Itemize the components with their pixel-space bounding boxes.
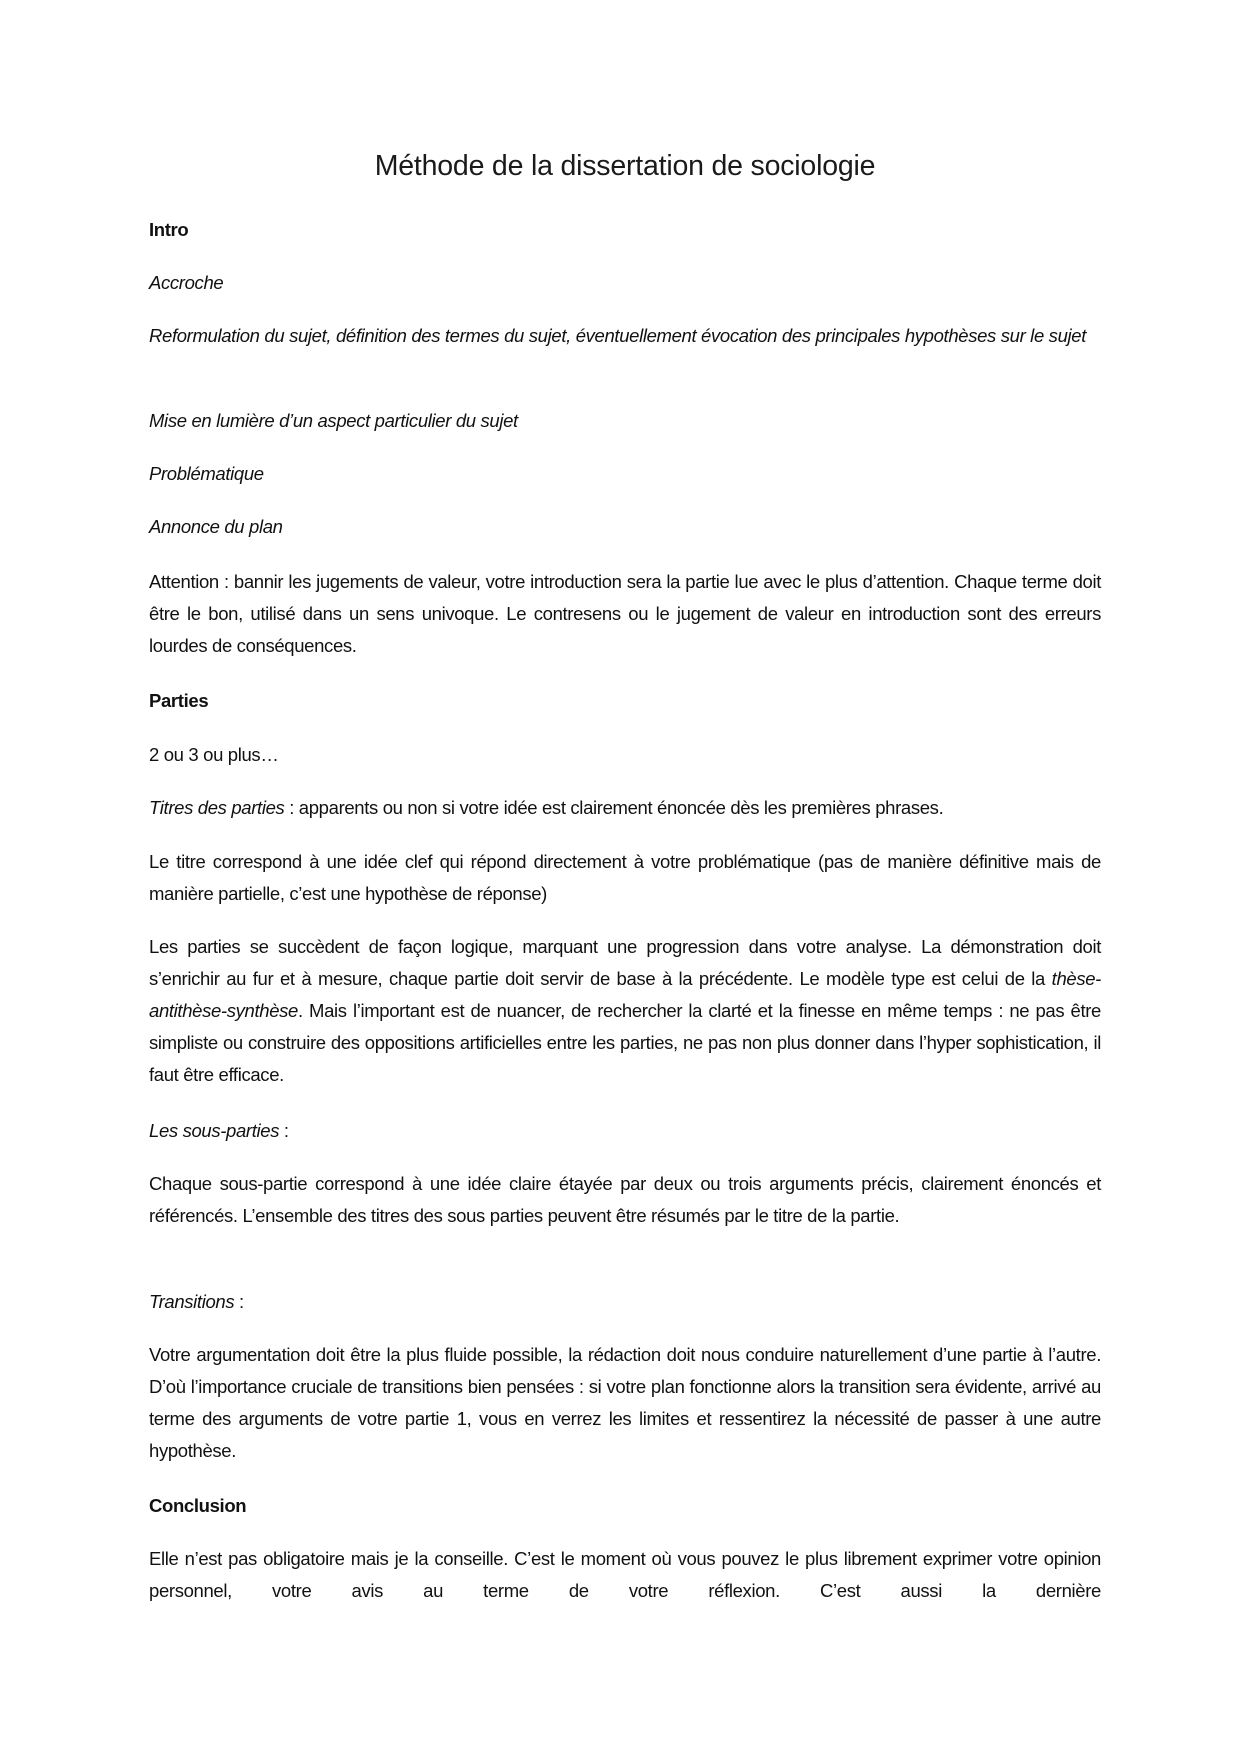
document-title: Méthode de la dissertation de sociologie [374,150,876,182]
succession-text-before: Les parties se succèdent de façon logique, marquant une progression dans votre analyse. La démonstration doit s’enrichir au fur et à mesure, chaque partie doit servir de base à la précédente. Le modèle type est celui de la [149,936,1101,989]
intro-item-mise-en-lumiere: Mise en lumière d’un aspect particulier du sujet [149,410,518,431]
sous-parties-label-line [149,1115,1101,1147]
section-heading-intro: Intro [149,219,189,240]
transitions-paragraph: Votre argumentation doit être la plus fluide possible, la rédaction doit nous conduire naturellement d’une partie à l’autre. D’où l’importance cruciale de transitions bien pensées : si votre plan fonctionne alors la transition sera évidente, arrivé au terme des arguments de votre partie 1, vous en verrez les limites et ressentirez la nécessité de passer à une autre hypothèse. [149,1344,1101,1461]
conclusion-paragraph: Elle n’est pas obligatoire mais je la conseille. C’est le moment où vous pouvez le plus librement exprimer votre opinion personnel, votre avis au terme de votre réflexion. C’est aussi la dernière [149,1548,1101,1601]
titres-label: Titres des parties [149,797,285,818]
intro-item-reformulation: Reformulation du sujet, définition des termes du sujet, éventuellement évocation des principales hypothèses sur le sujet [149,325,1087,346]
succession-model-italic: thèse-antithèse-synthèse [149,968,1101,1021]
intro-attention-paragraph: Attention : bannir les jugements de valeur, votre introduction sera la partie lue avec le plus d’attention. Chaque terme doit être le bon, utilisé dans un sens univoque. Le contresens ou le jugement de valeur en introduction sont des erreurs lourdes de conséquences. [149,571,1101,656]
transitions-label: Transitions [149,1291,235,1312]
parties-titres-paragraph [149,792,1101,824]
transitions-suffix: : [234,1291,244,1312]
parties-count-note: 2 ou 3 ou plus… [149,744,279,765]
intro-item-problematique: Problématique [149,463,264,484]
parties-succession-paragraph [149,931,1101,1091]
intro-item-annonce-du-plan: Annonce du plan [149,516,283,537]
section-heading-conclusion: Conclusion [149,1495,247,1516]
parties-titre-paragraph: Le titre correspond à une idée clef qui répond directement à votre problématique (pas de manière définitive mais de manière partielle, c’est une hypothèse de réponse) [149,851,1101,904]
section-heading-parties: Parties [149,690,209,711]
titres-text: : apparents ou non si votre idée est clairement énoncée dès les premières phrases. [284,797,944,818]
succession-text-after: . Mais l’important est de nuancer, de rechercher la clarté et la finesse en même temps : ne pas être simpliste ou construire des oppositions artificielles entre les parties, ne pas non plus donner dans l’hyper sophistication, il faut être efficace. [149,1000,1101,1085]
intro-item-accroche: Accroche [149,272,224,293]
sous-parties-paragraph: Chaque sous-partie correspond à une idée claire étayée par deux ou trois arguments précis, clairement énoncés et référencés. L’ensemble des titres des sous parties peuvent être résumés par le titre de la partie. [149,1173,1101,1226]
transitions-label-line [149,1286,1101,1318]
sous-parties-suffix: : [279,1120,289,1141]
sous-parties-label: Les sous-parties [149,1120,280,1141]
